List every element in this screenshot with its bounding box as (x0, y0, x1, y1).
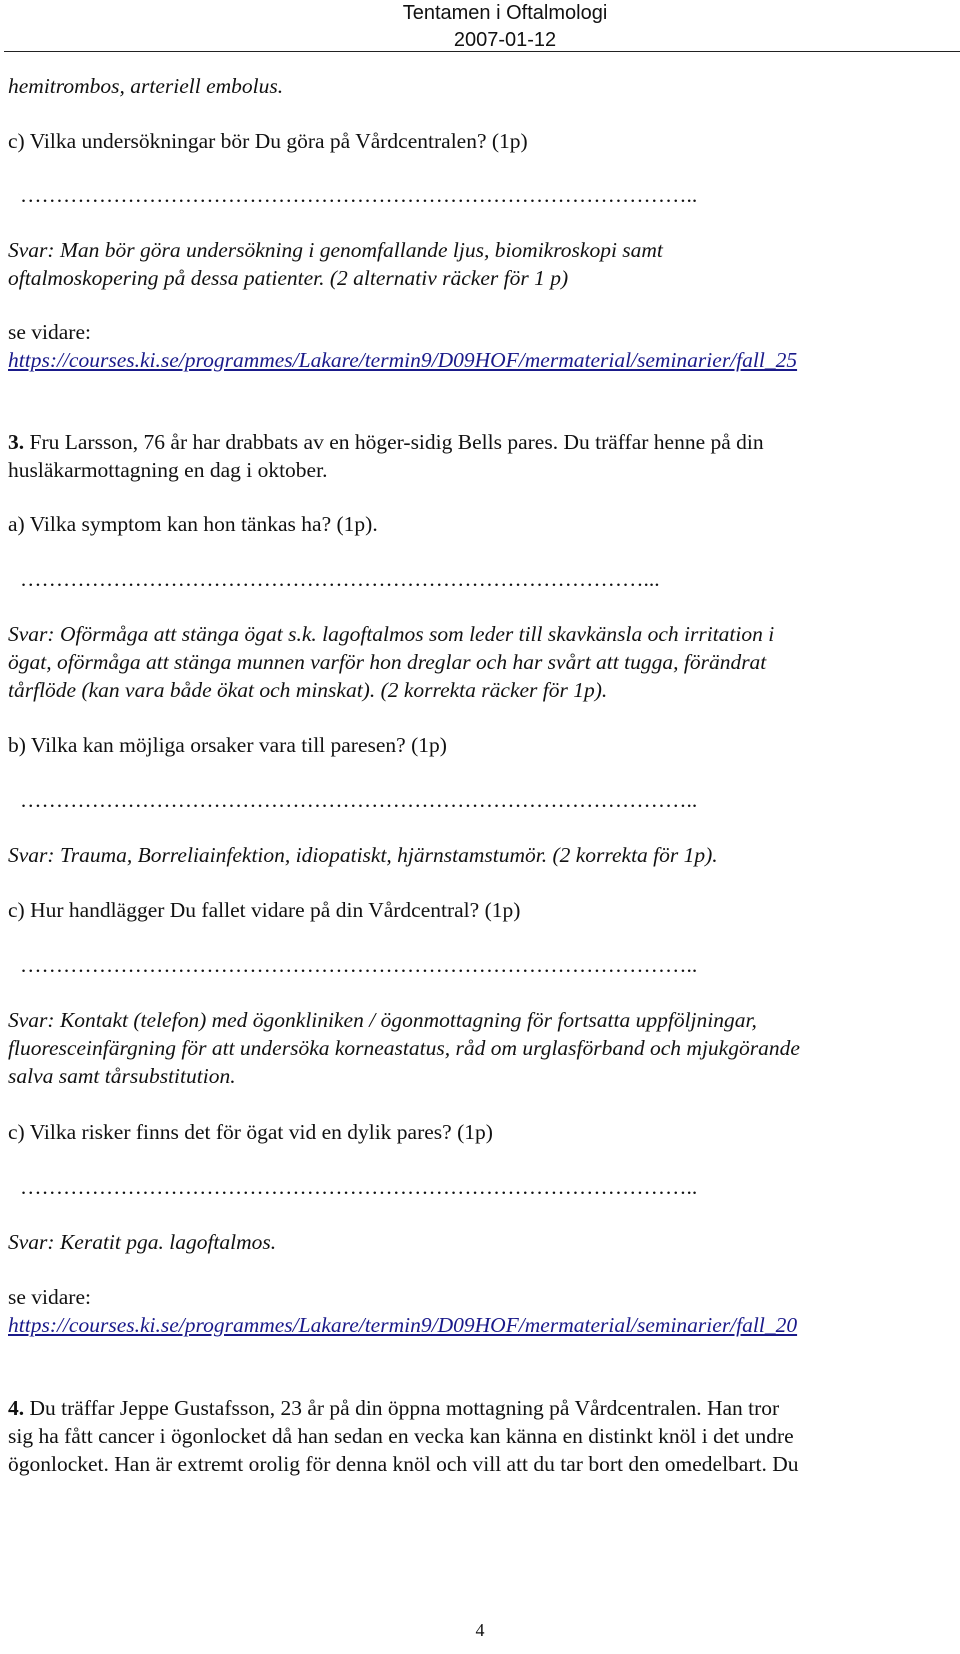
answer-line: Svar: Trauma, Borreliainfektion, idiopatiskt, hjärnstamstumör. (2 korrekta för 1p). (8, 843, 718, 867)
page-number: 4 (475, 1620, 485, 1640)
question-text: Du träffar Jeppe Gustafsson, 23 år på din öppna mottagning på Vårdcentralen. Han tror (24, 1396, 780, 1420)
question-number: 4. (8, 1396, 25, 1420)
answer-dots: ……………………………………………………………………………... (20, 567, 660, 591)
question-3c: c) Hur handlägger Du fallet vidare på din Vårdcentral? (1p) (8, 898, 521, 922)
answer-line: salva samt tårsubstitution. (8, 1064, 236, 1088)
question-3-line (8, 428, 764, 456)
header-title: Tentamen i Oftalmologi (402, 2, 608, 24)
reference-link-text[interactable]: https://courses.ki.se/programmes/Lakare/termin9/D09HOF/mermaterial/seminarier/fall_20 (8, 1313, 798, 1337)
see-also-label: se vidare: (8, 320, 91, 344)
answer-line: tårflöde (kan vara både ökat och minskat). (2 korrekta räcker för 1p). (8, 678, 608, 702)
question-3-line: husläkarmottagning en dag i oktober. (8, 458, 328, 482)
header-divider (4, 51, 960, 52)
see-also-label: se vidare: (8, 1285, 91, 1309)
answer-line: hemitrombos, arteriell embolus. (8, 74, 284, 98)
question-3a: a) Vilka symptom kan hon tänkas ha? (1p). (8, 512, 378, 536)
question-3b: b) Vilka kan möjliga orsaker vara till paresen? (1p) (8, 733, 447, 757)
answer-line: Svar: Oförmåga att stänga ögat s.k. lagoftalmos som leder till skavkänsla och irritation i (8, 622, 775, 646)
reference-link[interactable] (8, 346, 797, 374)
question-4-line (8, 1394, 779, 1422)
answer-line: Svar: Keratit pga. lagoftalmos. (8, 1230, 277, 1254)
question-text: Fru Larsson, 76 år har drabbats av en höger-sidig Bells pares. Du träffar henne på din (24, 430, 764, 454)
page-header (0, 0, 960, 56)
answer-dots: ………………………………………………………………………………….. (20, 183, 698, 207)
answer-line: ögat, oförmåga att stänga munnen varför hon dreglar och har svårt att tugga, förändrat (8, 650, 767, 674)
answer-line: Svar: Kontakt (telefon) med ögonkliniken / ögonmottagning för fortsatta uppföljningar, (8, 1008, 757, 1032)
question-3d: c) Vilka risker finns det för ögat vid en dylik pares? (1p) (8, 1120, 493, 1144)
answer-dots: ………………………………………………………………………………….. (20, 788, 698, 812)
question-4-line: sig ha fått cancer i ögonlocket då han sedan en vecka kan känna en distinkt knöl i det undre (8, 1424, 794, 1448)
answer-dots: ………………………………………………………………………………….. (20, 953, 698, 977)
answer-dots: ………………………………………………………………………………….. (20, 1175, 698, 1199)
question-number: 3. (8, 430, 25, 454)
answer-line: oftalmoskopering på dessa patienter. (2 alternativ räcker för 1 p) (8, 266, 569, 290)
header-date: 2007-01-12 (453, 29, 557, 51)
reference-link[interactable] (8, 1311, 797, 1339)
answer-line: Svar: Man bör göra undersökning i genomfallande ljus, biomikroskopi samt (8, 238, 663, 262)
question-4-line: ögonlocket. Han är extremt orolig för denna knöl och vill att du tar bort den omedelbart. Du (8, 1452, 799, 1476)
reference-link-text[interactable]: https://courses.ki.se/programmes/Lakare/termin9/D09HOF/mermaterial/seminarier/fall_25 (8, 348, 798, 372)
answer-line: fluoresceinfärgning för att undersöka korneastatus, råd om urglasförband och mjukgörande (8, 1036, 800, 1060)
question-2c: c) Vilka undersökningar bör Du göra på Vårdcentralen? (1p) (8, 129, 528, 153)
